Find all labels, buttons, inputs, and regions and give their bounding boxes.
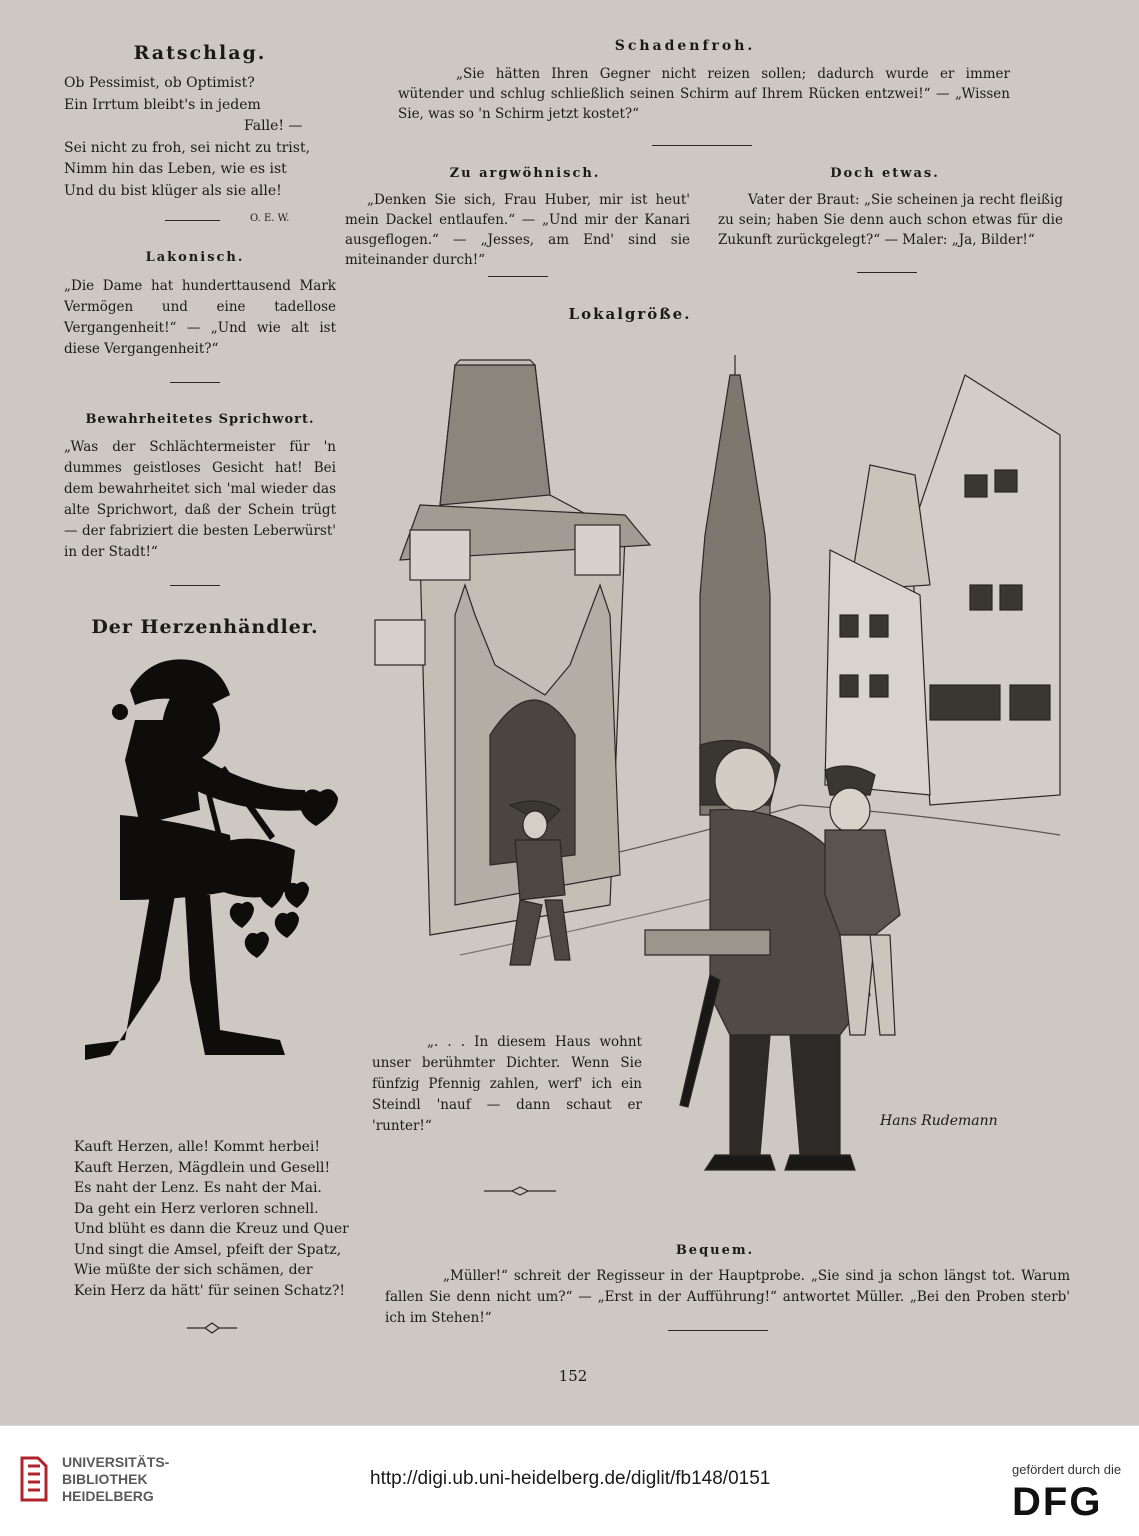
bewahrheitet-text: „Was der Schlächtermeister für 'n dummes geistloses Gesicht hat! Bei dem bewahrheitet sich 'mal wieder das alte Sprichwort, daß der Schein trügt — der fabriziert die besten Leberwürst' in der Stadt!“ <box>64 439 336 560</box>
ornament-divider <box>185 1322 239 1334</box>
schadenfroh-text: „Sie hätten Ihren Gegner nicht reizen sollen; dadurch wurde er immer wütender und schlug schließlich seinen Schirm auf Ihrem Rücken entzwei!“ — „Wissen Sie, was so 'n Schirm jetzt kostet?“ <box>398 66 1010 122</box>
artist-signature: Hans Rudemann <box>880 1113 998 1129</box>
poem-line: Sei nicht zu froh, sei nicht zu trist, <box>64 139 311 156</box>
poem-line: Ein Irrtum bleibt's in jedem <box>64 96 261 113</box>
bewahrheitet-title: Bewahrheitetes Sprichwort. <box>85 412 315 427</box>
page-number: 152 <box>558 1367 588 1385</box>
bequem-text: „Müller!“ schreit der Regisseur in der Hauptprobe. „Sie sind ja schon längst tot. Warum fallen Sie denn nicht um?“ — „Erst in der Aufführung!“ antwortet Müller. „Bei den Proben sterb' ich im Stehen!“ <box>385 1268 1070 1326</box>
library-name-line: UNIVERSITÄTS- <box>62 1454 170 1470</box>
divider <box>668 1330 768 1331</box>
argwoehnisch-text: „Denken Sie sich, Frau Huber, mir ist heut' mein Dackel entlaufen.“ — „Und mir der Kanari ausgeflogen.“ — „Jesses, am End' sind sie miteinander durch!“ <box>345 192 690 268</box>
poem-line: Da geht ein Herz verloren schnell. <box>74 1200 319 1217</box>
library-logo-icon <box>16 1452 52 1506</box>
heart-seller-silhouette <box>80 650 360 1100</box>
poem-line: Und du bist klüger als sie alle! <box>64 182 282 199</box>
divider <box>170 382 220 383</box>
poem-line: Ob Pessimist, ob Optimist? <box>64 75 255 91</box>
poem-line: Und singt die Amsel, pfeift der Spatz, <box>74 1241 342 1258</box>
bequem-title: Bequem. <box>675 1243 755 1258</box>
ratschlag-poem <box>64 73 354 202</box>
poem-line: Falle! — <box>244 118 303 134</box>
divider <box>170 585 220 586</box>
library-name-line: BIBLIOTHEK <box>62 1471 148 1487</box>
ratschlag-signature: O. E. W. <box>250 213 290 224</box>
permalink-url[interactable]: http://digi.ub.uni-heidelberg.de/diglit/fb148/0151 <box>370 1468 771 1489</box>
lokalgroesse-caption: „. . . In diesem Haus wohnt unser berühmter Dichter. Wenn Sie fünfzig Pfennig zahlen, werf' ich ein Steindl 'nauf — dann schaut er 'runter!“ <box>372 1034 642 1134</box>
library-name <box>62 1454 169 1505</box>
dochetwas-title: Doch etwas. <box>830 166 940 181</box>
poem-line: Und blüht es dann die Kreuz und Quer <box>74 1221 349 1237</box>
divider <box>488 276 548 277</box>
poem-line: Kein Herz da hätt' für seinen Schatz?! <box>74 1282 345 1299</box>
funding-note: gefördert durch die <box>1012 1462 1122 1477</box>
herzenhaendler-poem <box>74 1137 364 1301</box>
divider <box>165 220 220 221</box>
lakonisch-title: Lakonisch. <box>145 250 245 265</box>
divider <box>652 145 752 146</box>
schadenfroh-title: Schadenfroh. <box>614 38 756 54</box>
argwoehnisch-title: Zu argwöhnisch. <box>449 166 601 181</box>
lakonisch-text: „Die Dame hat hunderttausend Mark Vermögen und eine tadellose Vergangenheit!“ — „Und wie alt ist diese Vergangenheit?“ <box>64 278 336 357</box>
poem-line: Kauft Herzen, Mägdlein und Gesell! <box>74 1159 331 1176</box>
poem-line: Wie müßte der sich schämen, der <box>74 1262 313 1278</box>
ornament-divider <box>482 1186 558 1196</box>
poem-line: Es naht der Lenz. Es naht der Mai. <box>74 1180 322 1196</box>
poem-line: Kauft Herzen, alle! Kommt herbei! <box>74 1139 320 1155</box>
divider <box>857 272 917 273</box>
lokalgroesse-title: Lokalgröße. <box>568 305 692 323</box>
dfg-logo: DFG <box>1012 1480 1103 1524</box>
poem-line: Nimm hin das Leben, wie es ist <box>64 161 287 177</box>
library-name-line: HEIDELBERG <box>62 1488 154 1504</box>
herzenhaendler-title: Der Herzenhändler. <box>91 616 319 638</box>
dochetwas-text: Vater der Braut: „Sie scheinen ja recht fleißig zu sein; haben Sie denn auch schon etwas für die Zukunft zurückgelegt?“ — Maler: „Ja, Bilder!“ <box>718 192 1063 248</box>
ratschlag-title: Ratschlag. <box>133 42 267 64</box>
digitization-footer <box>0 1425 1139 1536</box>
